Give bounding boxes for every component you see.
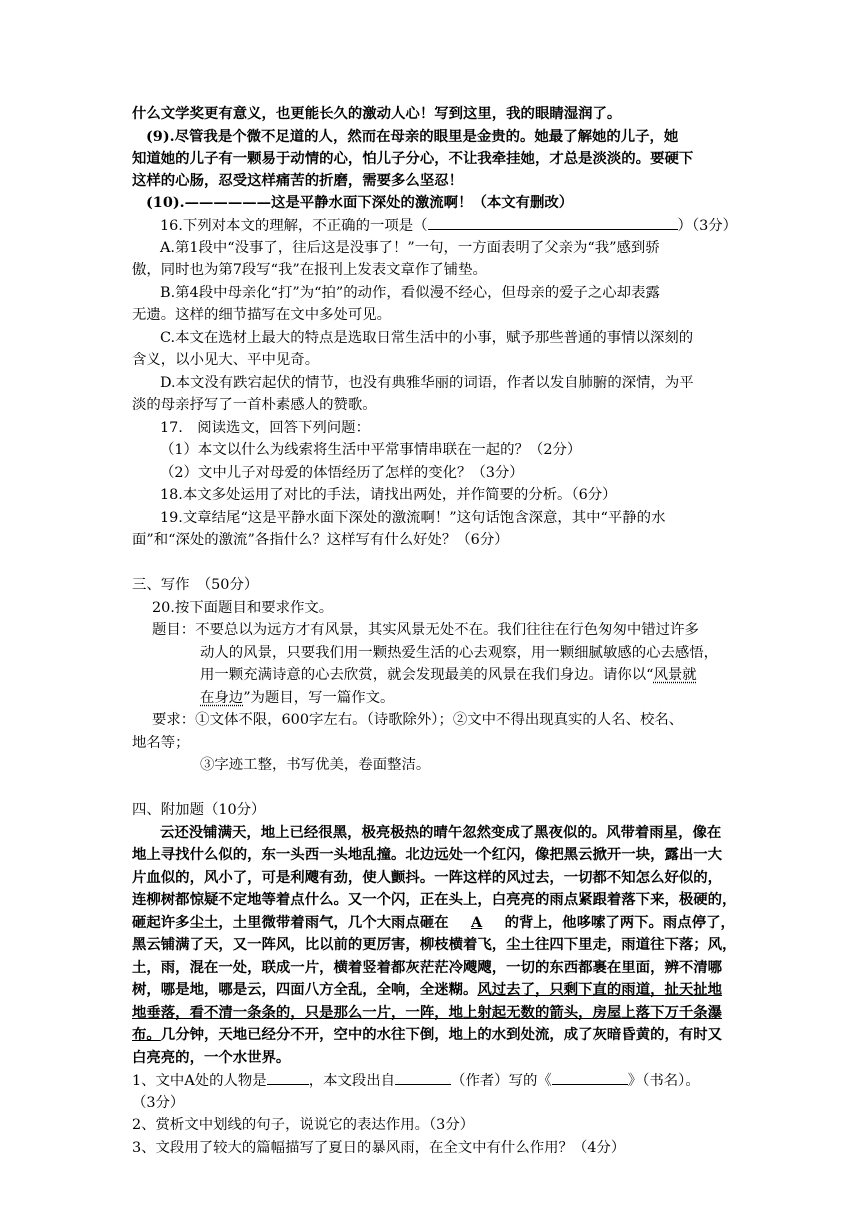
requirement-line2: 地名等； xyxy=(132,735,190,751)
passage-line: 砸起许多尘土，土里微带着雨气，几个大雨点砸在 A 的背上，他哆嗦了两下。雨点停了， xyxy=(132,914,735,931)
topic-line3: 用一颗充满诗意的心去欣赏，就会发现最美的风景在我们身边。请你以“风景就 xyxy=(200,667,697,683)
emphasis-dots: 在身边 xyxy=(200,690,244,706)
option-a-line2: 傲，同时也为第7段写“我”在报刊上发表文章作了铺垫。 xyxy=(132,262,487,278)
answer-blank[interactable] xyxy=(267,1070,309,1085)
section-heading-writing: 三、写作 （50分） xyxy=(132,577,259,593)
option-c-line2: 含义，以小见大、平中见奇。 xyxy=(132,352,320,368)
passage-line: 片血似的，风小了，可是利飕有劲，使人颤抖。一阵这样的风过去，一切都不知怎么好似的， xyxy=(132,869,723,886)
option-d-line1: D.本文没有跌宕起伏的情节，也没有典雅华丽的词语，作者以发自肺腑的深情，为平 xyxy=(160,375,694,391)
passage-line: 树，哪是地，哪是云，四面八方全乱，全响，全迷糊。风过去了，只剩下直的雨道，扯天扯地 xyxy=(132,981,723,998)
answer-blank[interactable] xyxy=(428,215,678,230)
option-b-line1: B.第4段中母亲化“打”为“拍”的动作，看似漫不经心，但母亲的爱子之心却表露 xyxy=(160,285,660,301)
passage-line: 土，雨，混在一处，联成一片，横着竖着都灰茫茫冷飕飕，一切的东西都裹在里面，辨不清哪 xyxy=(132,959,723,976)
question-19-line2: 面”和“深处的激流”各指什么？这样写有什么好处？（6分） xyxy=(132,532,509,548)
topic-line4: 在身边”为题目，写一篇作文。 xyxy=(200,690,395,706)
question-16 xyxy=(160,215,737,236)
extra-question-1: 1、文中A处的人物是 ，本文段出自 （作者）写的《 》（书名）。 xyxy=(132,1070,700,1091)
section-heading-extra: 四、附加题（10分） xyxy=(132,802,266,818)
extra-question-2: 2、赏析文中划线的句子，说说它的表达作用。（3分） xyxy=(132,1117,475,1133)
answer-blank[interactable] xyxy=(552,1070,628,1085)
extra-question-1-score: （3分） xyxy=(132,1095,185,1111)
question-19-line1: 19.文章结尾“这是平静水面下深处的激流啊！”这句话饱含深意，其中“平静的水 xyxy=(160,510,666,526)
blank-a: A xyxy=(471,914,483,931)
underlined-sentence: 布。 xyxy=(132,1026,161,1043)
text-line: 这样的心肠，忍受这样痛苦的折磨，需要多么坚忍！ xyxy=(132,172,463,189)
requirement-line3: ③字迹工整，书写优美，卷面整洁。 xyxy=(200,757,431,773)
text-line: (10).——————这是平静水面下深处的激流啊！（本文有删改） xyxy=(146,194,574,211)
option-b-line2: 无遗。这样的细节描写在文中多处可见。 xyxy=(132,307,392,323)
question-17: 17. 阅读选文，回答下列问题： xyxy=(160,420,370,436)
text-line: 什么文学奖更有意义，也更能长久的激动人心！写到这里，我的眼睛湿润了。 xyxy=(132,105,622,122)
answer-blank[interactable] xyxy=(395,1070,451,1085)
passage-line: 黑云铺满了天，又一阵风，比以前的更厉害，柳枝横着飞，尘土往四下里走，雨道往下落；风， xyxy=(132,936,737,953)
question-17-2: （2）文中儿子对母爱的体悟经历了怎样的变化？（3分） xyxy=(160,465,524,481)
question-16-stem: 16.下列对本文的理解，不正确的一项是（ xyxy=(160,218,428,234)
option-c-line1: C.本文在选材上最大的特点是选取日常生活中的小事，赋予那些普通的事情以深刻的 xyxy=(160,330,694,346)
option-a-line1: A.第1段中“没事了，往后这是没事了！”一句，一方面表明了父亲为“我”感到骄 xyxy=(160,240,660,256)
passage-line: 云还没铺满天，地上已经很黑，极亮极热的晴午忽然变成了黑夜似的。风带着雨星，像在 xyxy=(160,824,722,841)
text-line: (9).尽管我是个微不足道的人，然而在母亲的眼里是金贵的。她最了解她的儿子，她 xyxy=(146,128,679,145)
topic-line2: 动人的风景，只要我们用一颗热爱生活的心去观察，用一颗细腻敏感的心去感悟， xyxy=(200,645,719,661)
passage-line: 连柳树都惊疑不定地等着点什么。又一个闪，正在头上，白亮亮的雨点紧跟着落下来，极硬的， xyxy=(132,891,737,908)
extra-question-3: 3、文段用了较大的篇幅描写了夏日的暴风雨，在全文中有什么作用？（4分） xyxy=(132,1140,626,1156)
underlined-sentence: 地垂落，看不清一条条的，只是那么一片，一阵，地上射起无数的箭头，房屋上落下万千条瀑 xyxy=(132,1004,723,1021)
passage-line: 白亮亮的，一个水世界。 xyxy=(132,1049,291,1066)
question-17-1: （1）本文以什么为线索将生活中平常事情串联在一起的？（2分） xyxy=(160,442,582,458)
passage-line: 地上寻找什么似的，东一头西一头地乱撞。北边远处一个红闪，像把黑云掀开一块，露出一大 xyxy=(132,846,723,863)
question-18: 18.本文多处运用了对比的手法，请找出两处，并作简要的分析。（6分） xyxy=(160,487,617,503)
text-line: 知道她的儿子有一颗易于动情的心，怕儿子分心，不让我牵挂她，才总是淡淡的。要硬下 xyxy=(132,150,694,167)
passage-line: 布。几分钟，天地已经分不开，空中的水往下倒，地上的水到处流，成了灰暗昏黄的，有时又 xyxy=(132,1026,723,1043)
topic-line1: 题目：不要总以为远方才有风景，其实风景无处不在。我们往往在行色匆匆中错过许多 xyxy=(152,622,699,638)
underlined-sentence: 风过去了，只剩下直的雨道，扯天扯地 xyxy=(477,981,723,998)
option-d-line2: 淡的母亲抒写了一首朴素感人的赞歌。 xyxy=(132,397,377,413)
question-16-score: ）（3分） xyxy=(677,218,738,234)
requirement-line1: 要求：①文体不限，600字左右。（诗歌除外）；②文中不得出现真实的人名、校名、 xyxy=(152,712,684,728)
emphasis-dots: 风景就 xyxy=(653,667,697,683)
question-20: 20.按下面题目和要求作文。 xyxy=(152,600,334,616)
